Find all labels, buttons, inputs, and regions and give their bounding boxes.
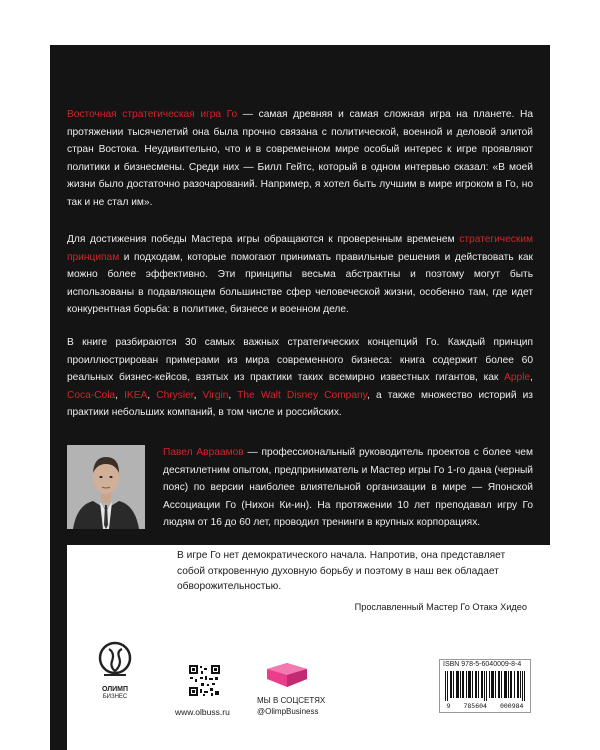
publisher-name-1: ОЛИМП xyxy=(101,686,129,693)
quote-text: В игре Го нет демократического начала. Напротив, она представляет собой откровенную духовную борьбу и поэтому в наш век обладает обворожительностью. xyxy=(177,550,506,592)
author-portrait-icon xyxy=(67,445,145,529)
barcode-icon xyxy=(444,671,526,701)
quote-author: Прославленный Мастер Го Отакэ Хидео xyxy=(354,602,527,612)
publisher-emblem-icon xyxy=(98,641,132,681)
barcode-digit-left: 785604 xyxy=(463,702,487,710)
publisher-website: www.olbuss.ru xyxy=(175,707,230,717)
author-bio-text: — профессиональный руководитель проектов с более чем десятилетним опытом, предприниматель и Мастер игры Го 1-го дана (черный пояс) по версии наиболее влиятельной организации в мире — Японской Ассоциации Го (Нихон Ки-ин). На протяжении 10 лет преподавал игру Го людям от 16 до 60 лет, проводил тренинги в крупных корпорациях. xyxy=(163,447,533,529)
principles-text-2: и подходам, которые помогают принимать правильные решения и действовать как можно более эффективно. Эти принципы весьма абстрактны и поэтому могут быть использованы в подавляющем большинстве сфер человеческой жизни, особенно там, где идет конкурентная борьба: в политике, бизнесе и военном деле. xyxy=(67,251,533,316)
qr-code-icon xyxy=(188,664,221,697)
separator: , xyxy=(530,372,533,384)
brand-virgin: Virgin xyxy=(202,389,229,401)
back-cover xyxy=(50,45,550,750)
brand-apple: Apple xyxy=(504,372,531,384)
separator: , xyxy=(193,389,203,401)
barcode-digit-prefix: 9 xyxy=(446,702,451,710)
barcode-digits xyxy=(440,702,530,710)
highlight-strategic-principles: стратегическим принципам xyxy=(67,234,533,263)
intro-paragraph xyxy=(67,106,533,212)
barcode-digit-right: 000984 xyxy=(499,702,524,710)
separator: , xyxy=(228,389,238,401)
highlight-game-title: Восточная стратегическая игра Го xyxy=(67,109,238,120)
brand-walt-disney: The Walt Disney Company xyxy=(237,389,368,401)
author-name: Павел Авраамов xyxy=(163,447,244,458)
cases-paragraph xyxy=(67,334,533,422)
social-caption-line1: МЫ В СОЦСЕТЯХ xyxy=(257,696,326,705)
principles-text-1: Для достижения победы Мастера игры обращаются к проверенным временем xyxy=(67,234,460,245)
separator: , xyxy=(115,389,125,401)
cases-text-2: , а также множество историй из практики небольших компаний, в том числе и российских. xyxy=(67,389,533,419)
brand-chrysler: Chrysler xyxy=(156,389,194,401)
social-media-icon xyxy=(263,661,311,689)
author-bio xyxy=(163,444,533,532)
isbn-number: ISBN 978-5-6040009-8-4 xyxy=(443,661,522,668)
principles-paragraph xyxy=(67,231,533,319)
brand-coca-cola: Coca-Cola xyxy=(67,389,116,401)
separator: , xyxy=(147,389,157,401)
social-handle: @OlimpBusiness xyxy=(257,707,319,716)
author-photo xyxy=(67,445,145,529)
brand-ikea: IKEA xyxy=(124,389,148,401)
info-panel xyxy=(67,545,550,750)
social-caption xyxy=(257,695,325,717)
isbn-block xyxy=(439,659,531,713)
cases-text-1: В книге разбираются 30 самых важных стратегических концепций Го. Каждый принцип проиллюстрирован примерами из мира современного бизнеса: книга содержит более 60 реальных бизнес-кейсов, взятых из практики таких всемирно известных гигантов, как xyxy=(67,337,533,384)
intro-text: — самая древняя и самая сложная игра на планете. На протяжении тысячелетий она была прочно связана с политической, военной и деловой элитой стран Востока. Неудивительно, что и в современном мире особый интерес к игре проявляют политики и бизнесмены. Среди них — Билл Гейтс, который в одном интервью сказал: «В моей жизни было достаточно разочарований. Например, я хотел быть лучшим в мире игроком в Го, но так и не стал им». xyxy=(67,109,533,208)
publisher-logo xyxy=(98,641,132,699)
publisher-name-2: БИЗНЕС xyxy=(102,694,128,700)
